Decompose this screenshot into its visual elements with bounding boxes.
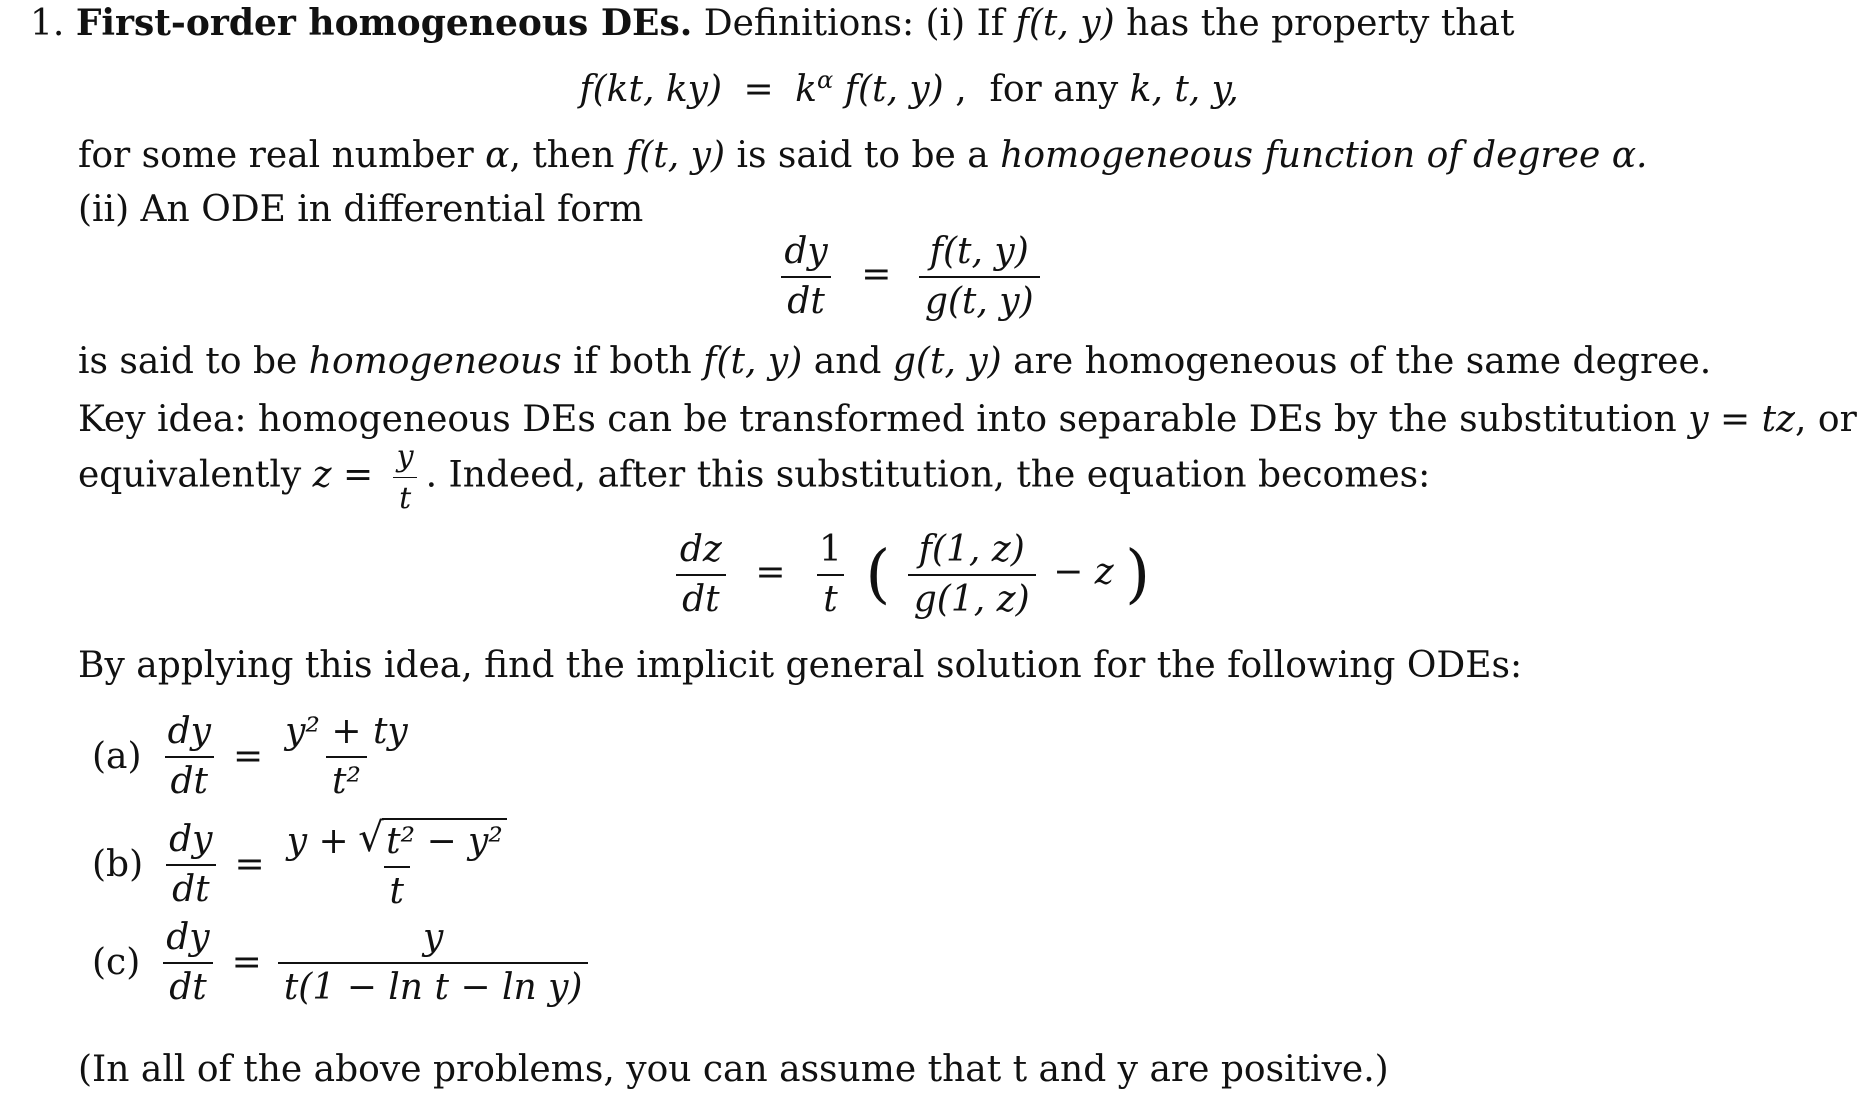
sqrt-symbol <box>360 818 507 862</box>
equals-2: = <box>755 551 786 593</box>
equals-b: = <box>234 844 265 885</box>
part-b-denominator: t <box>384 866 410 912</box>
key-idea-text: Key idea: homogeneous DEs can be transformed into separable DEs by the substitution <box>78 399 1677 440</box>
f-over-g-fraction <box>919 232 1040 321</box>
dz-dt-fraction <box>674 530 728 619</box>
minus-z: − z <box>1053 551 1114 593</box>
part-b-dy-dt <box>163 820 218 909</box>
eq1-alpha: α <box>816 66 834 94</box>
dy-a: dy <box>167 711 211 752</box>
eq1-k: k <box>795 69 817 110</box>
part-b-num-left: y + <box>286 821 349 862</box>
t-den: t <box>393 477 417 515</box>
y-num: y <box>396 439 414 474</box>
part-c-numerator: y <box>422 917 444 958</box>
are-hom-text: are homogeneous of the same degree. <box>1013 341 1712 382</box>
if-both-text: if both <box>573 341 692 382</box>
alpha-symbol: α <box>485 135 510 176</box>
part-c-dy-dt <box>160 918 215 1007</box>
z-equals: z = <box>312 454 374 496</box>
ii-text: (ii) An ODE in differential form <box>78 189 644 230</box>
eq1-comma: , <box>955 69 967 110</box>
is-said-hom-text: is said to be a <box>736 135 989 176</box>
eq1-for-any: for any <box>989 69 1119 110</box>
g-ty-2: g(t, y) <box>892 341 1002 382</box>
dt-c: dt <box>163 962 213 1008</box>
f-ty-num: f(t, y) <box>929 231 1029 272</box>
part-a-label: (a) <box>92 736 142 777</box>
dt: dt <box>781 276 831 322</box>
one-over-t-fraction <box>813 530 848 619</box>
part-a <box>92 712 420 801</box>
g-1z: g(1, z) <box>908 574 1036 620</box>
footer-note <box>78 1048 1389 1091</box>
has-property-text: has the property that <box>1126 3 1515 44</box>
f1z-over-g1z-fraction <box>908 530 1036 619</box>
indeed-text: . Indeed, after this substitution, the equation becomes: <box>425 454 1431 496</box>
f-ty-2: f(t, y) <box>625 135 726 176</box>
part-b-rhs <box>281 818 513 911</box>
part-c-label: (c) <box>92 942 141 983</box>
dt-a: dt <box>165 756 215 802</box>
homogeneous-definition-line <box>78 340 1711 383</box>
part-b <box>92 818 519 911</box>
equivalently-line <box>78 440 1430 515</box>
f-ty-3: f(t, y) <box>703 341 803 382</box>
equals-a: = <box>232 736 264 777</box>
eq1-rhs: f(t, y) <box>844 69 944 110</box>
t-den-2: t <box>817 574 843 620</box>
equivalently-text: equivalently <box>78 454 302 496</box>
dy-dt-fraction <box>778 232 833 321</box>
part-a-numerator: y² + ty <box>285 711 408 752</box>
dz: dz <box>679 529 722 570</box>
problem-number: 1. <box>30 3 65 44</box>
part-c <box>92 918 594 1007</box>
homogeneity-equation <box>0 68 1818 111</box>
dy-b: dy <box>169 819 213 860</box>
is-said-text: is said to be <box>78 341 298 382</box>
right-paren: ) <box>1125 537 1151 612</box>
eq1-equals: = <box>743 69 774 110</box>
definition-ii-line <box>78 188 643 231</box>
y-over-t-fraction <box>391 440 420 515</box>
part-b-label: (b) <box>92 844 144 885</box>
or-text: , or <box>1795 399 1857 440</box>
g-ty-den: g(t, y) <box>919 276 1040 322</box>
footer-text: (In all of the above problems, you can assume that t and y are positive.) <box>78 1049 1389 1090</box>
left-paren: ( <box>865 537 891 612</box>
homogeneous-function-term: homogeneous function of degree α. <box>1000 135 1648 176</box>
key-idea-line <box>78 398 1857 441</box>
dt-b: dt <box>166 864 216 910</box>
and-text: and <box>813 341 882 382</box>
equals: = <box>861 253 892 295</box>
transformed-equation <box>0 530 1818 619</box>
applying-line <box>78 644 1522 687</box>
definitions-intro: Definitions: (i) If <box>703 3 1005 44</box>
title-line <box>30 2 1514 45</box>
homogeneous-term: homogeneous <box>308 341 562 382</box>
applying-text: By applying this idea, find the implicit general solution for the following ODEs: <box>78 645 1523 686</box>
ode-differential-form <box>0 232 1818 321</box>
f-ty: f(t, y) <box>1015 3 1115 44</box>
one: 1 <box>818 529 842 570</box>
dy-c: dy <box>166 917 210 958</box>
substitution: y = tz <box>1688 399 1796 440</box>
part-a-dy-dt <box>162 712 217 801</box>
definition-i-line <box>78 134 1647 177</box>
part-c-denominator: t(1 − ln t − ln y) <box>278 962 589 1008</box>
dy: dy <box>784 231 828 272</box>
eq1-vars: k, t, y, <box>1129 69 1239 110</box>
f-1z: f(1, z) <box>918 529 1025 570</box>
then-text: , then <box>509 135 615 176</box>
part-c-rhs <box>278 918 589 1007</box>
part-b-numerator <box>281 818 513 866</box>
problem-title: First-order homogeneous DEs. <box>75 2 693 44</box>
eq1-lhs: f(kt, ky) <box>579 69 723 110</box>
dt-2: dt <box>676 574 726 620</box>
part-a-rhs <box>279 712 414 801</box>
part-b-radicand: t² − y² <box>382 818 507 862</box>
some-real-text: for some real number <box>78 135 474 176</box>
part-a-denominator: t² <box>326 756 367 802</box>
equals-c: = <box>231 942 262 983</box>
